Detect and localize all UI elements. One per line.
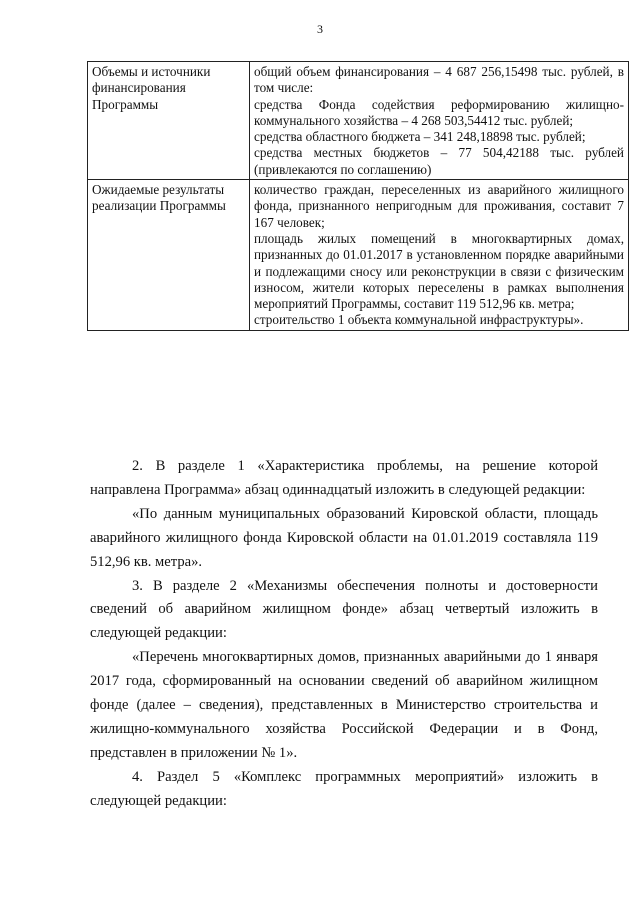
row-label-results: Ожидаемые результаты реализации Программы <box>88 180 250 331</box>
row-value-financing <box>250 62 629 180</box>
result-area: площадь жилых помещений в многоквартирных домах, признанных до 01.01.2017 в установленном порядке аварийными и подлежащими сносу или реконструкции в связи с физическим износом, жители которых переселены в рамках выполнения мероприятий Программы, составит 119 512,96 кв. метра; <box>254 230 624 312</box>
paragraph-quote-3: «Перечень многоквартирных домов, признанных аварийными до 1 января 2017 года, сформированный на основании сведений об аварийном жилищном фонде (далее – сведения), представленных в Министерство строительства и жилищно-коммунального хозяйства Российской Федерации и в Фонд, представлен в приложении № 1». <box>90 649 598 761</box>
financing-regional-budget: средства областного бюджета – 341 248,18898 тыс. рублей; <box>254 129 586 145</box>
table-row-financing <box>88 62 629 180</box>
paragraph-item-4: 4. Раздел 5 «Комплекс программных мероприятий» изложить в следующей редакции: <box>90 768 598 809</box>
result-citizens: количество граждан, переселенных из аварийного жилищного фонда, признанного непригодным для проживания, составит 7 167 человек; <box>254 182 624 230</box>
paragraph-item-3: 3. В разделе 2 «Механизмы обеспечения полноты и достоверности сведений об аварийном жилищном фонде» абзац четвертый изложить в следующей редакции: <box>90 577 598 642</box>
row-label-financing: Объемы и источники финансирования Программы <box>88 62 250 180</box>
financing-local-budgets: средства местных бюджетов – 77 504,42188 тыс. рублей (привлекаются по соглашению) <box>254 145 624 177</box>
program-passport-table <box>87 61 629 331</box>
financing-total: общий объем финансирования – 4 687 256,15498 тыс. рублей, в том числе: <box>254 64 624 96</box>
row-value-results <box>250 180 629 331</box>
result-construction: строительство 1 объекта коммунальной инфраструктуры». <box>254 312 584 328</box>
table-row-results <box>88 180 629 331</box>
paragraph-quote-2: «По данным муниципальных образований Кировской области, площадь аварийного жилищного фонда Кировской области на 01.01.2019 составляла 119 512,96 кв. метра». <box>90 505 598 570</box>
financing-fund: средства Фонда содействия реформированию жилищно-коммунального хозяйства – 4 268 503,54412 тыс. рублей; <box>254 96 624 128</box>
paragraph-item-2: 2. В разделе 1 «Характеристика проблемы, на решение которой направлена Программа» абзац одиннадцатый изложить в следующей редакции: <box>90 458 598 498</box>
page-number: 3 <box>317 22 323 36</box>
body-text <box>90 455 598 814</box>
